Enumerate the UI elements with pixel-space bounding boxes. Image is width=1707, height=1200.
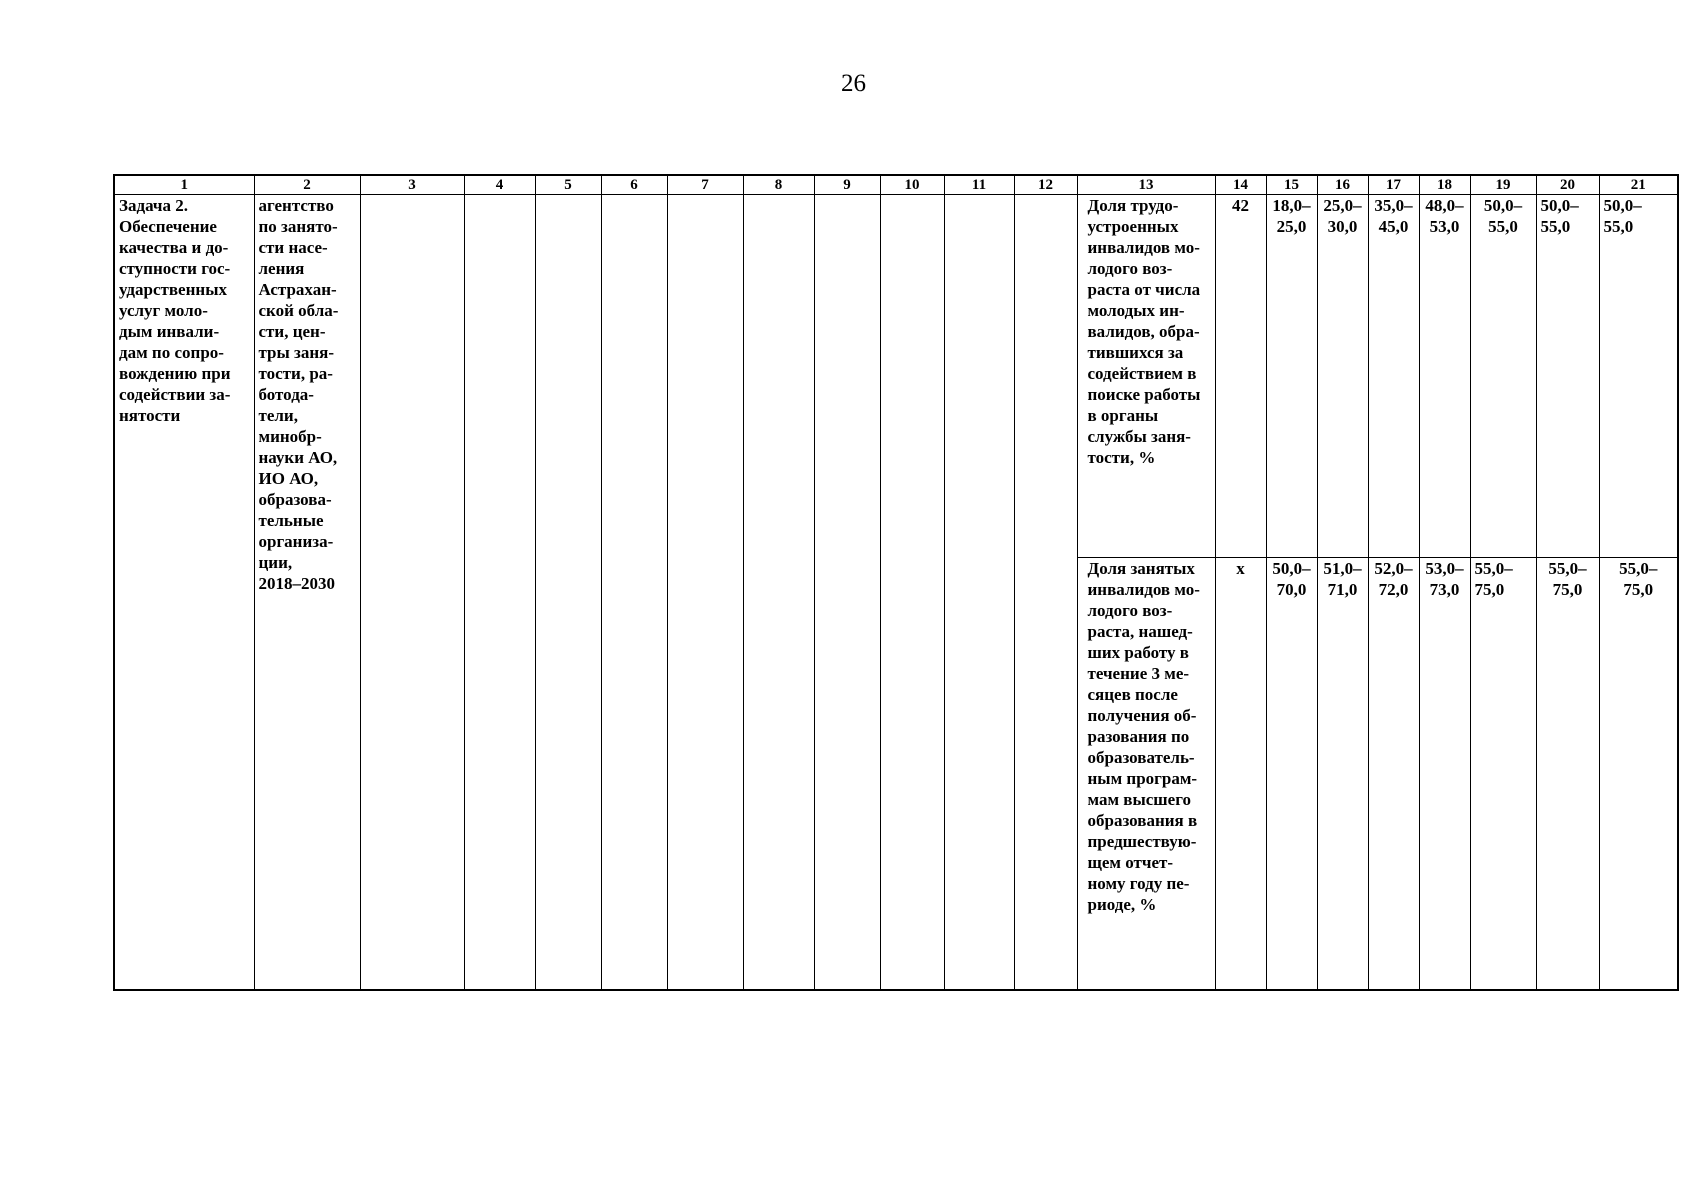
value-high: 70,0 — [1276, 580, 1307, 599]
value-cell — [1368, 558, 1419, 990]
value-low: 55,0– — [1619, 559, 1658, 578]
value-cell — [1536, 558, 1599, 990]
base-value-cell: х — [1215, 558, 1266, 990]
indicator-name: Доля трудо- устроенных инвалидов мо- лодого воз- раста от числа молодых ин- валидов, обра- тившихся за содействием в поиске работы в органы службы заня- тости, % — [1087, 196, 1201, 467]
value-low: 53,0– — [1425, 559, 1464, 578]
column-number: 2 — [254, 175, 360, 195]
value-cell — [1419, 195, 1470, 558]
value-cell — [1599, 558, 1678, 990]
value-cell — [1317, 558, 1368, 990]
value-low: 18,0– — [1272, 196, 1311, 215]
value-low: 35,0– — [1374, 196, 1413, 215]
value-cell — [1266, 195, 1317, 558]
value-cell — [1470, 195, 1536, 558]
base-value-cell: 42 — [1215, 195, 1266, 558]
executor-text: агентство по занято- сти насе- ления Астрахан- ской обла- сти, цен- тры заня- тости, ра- ботода- тели, минобр- науки АО, ИО АО, образова- тельные организа- ции, 2018–2030 — [258, 196, 339, 593]
indicator-name: Доля занятых инвалидов мо- лодого воз- раста, нашед- ших работу в течение 3 ме- сяцев после получения об- разования по образователь- ным програм- мам высшего образования в предшествую- щем отчет- ному году пе- риоде, % — [1087, 559, 1200, 914]
value-cell — [1470, 558, 1536, 990]
column-number: 3 — [360, 175, 464, 195]
column-number: 15 — [1266, 175, 1317, 195]
column-number: 6 — [601, 175, 667, 195]
value-low: 55,0– — [1474, 559, 1513, 578]
value-high: 71,0 — [1327, 580, 1358, 599]
column-number: 4 — [464, 175, 535, 195]
value-high: 55,0 — [1603, 217, 1634, 236]
value-low: 50,0– — [1540, 196, 1579, 215]
value-cell — [1266, 558, 1317, 990]
table-row — [114, 195, 1678, 558]
value-cell — [1317, 195, 1368, 558]
value-low: 50,0– — [1483, 196, 1523, 215]
column-number: 9 — [814, 175, 880, 195]
column-number: 11 — [944, 175, 1014, 195]
empty-cell — [1014, 195, 1077, 990]
value-low: 25,0– — [1323, 196, 1362, 215]
page-number: 26 — [841, 70, 866, 97]
column-number: 10 — [880, 175, 944, 195]
empty-cell — [667, 195, 743, 990]
empty-cell — [535, 195, 601, 990]
value-high: 30,0 — [1327, 217, 1358, 236]
value-cell — [1368, 195, 1419, 558]
value-cell — [1536, 195, 1599, 558]
empty-cell — [944, 195, 1014, 990]
value-high: 25,0 — [1276, 217, 1307, 236]
empty-cell — [743, 195, 814, 990]
task-text: Задача 2. Обеспечение качества и до- ступности гос- ударственных услуг моло- дым инвали- дам по сопро- вождению при содействии за- нятости — [119, 196, 231, 425]
value-low: 55,0– — [1548, 559, 1587, 578]
value-high: 75,0 — [1623, 580, 1654, 599]
value-high: 75,0 — [1552, 580, 1583, 599]
value-low: 50,0– — [1272, 559, 1311, 578]
column-number: 20 — [1536, 175, 1599, 195]
value-high: 75,0 — [1474, 580, 1505, 599]
empty-cell — [464, 195, 535, 990]
value-low: 50,0– — [1603, 196, 1642, 215]
executor-cell — [254, 195, 360, 990]
value-high: 45,0 — [1378, 217, 1409, 236]
value-high: 73,0 — [1429, 580, 1460, 599]
empty-cell — [360, 195, 464, 990]
value-high: 72,0 — [1378, 580, 1409, 599]
value-low: 52,0– — [1374, 559, 1413, 578]
value-high: 55,0 — [1488, 217, 1518, 236]
task-cell — [114, 195, 254, 990]
column-number: 14 — [1215, 175, 1266, 195]
empty-cell — [601, 195, 667, 990]
value-low: 51,0– — [1323, 559, 1362, 578]
value-cell — [1419, 558, 1470, 990]
empty-cell — [880, 195, 944, 990]
indicator-name-cell — [1077, 558, 1215, 990]
column-number: 19 — [1470, 175, 1536, 195]
column-number: 12 — [1014, 175, 1077, 195]
column-number: 13 — [1077, 175, 1215, 195]
value-low: 48,0– — [1425, 196, 1464, 215]
value-cell — [1599, 195, 1678, 558]
column-number: 8 — [743, 175, 814, 195]
column-number: 17 — [1368, 175, 1419, 195]
column-number: 7 — [667, 175, 743, 195]
value-high: 55,0 — [1540, 217, 1571, 236]
column-number: 5 — [535, 175, 601, 195]
column-number: 21 — [1599, 175, 1678, 195]
indicator-name-cell — [1077, 195, 1215, 558]
column-number: 16 — [1317, 175, 1368, 195]
column-number-row — [114, 175, 1678, 195]
empty-cell — [814, 195, 880, 990]
value-high: 53,0 — [1429, 217, 1460, 236]
indicators-table — [113, 174, 1679, 991]
column-number: 1 — [114, 175, 254, 195]
column-number: 18 — [1419, 175, 1470, 195]
